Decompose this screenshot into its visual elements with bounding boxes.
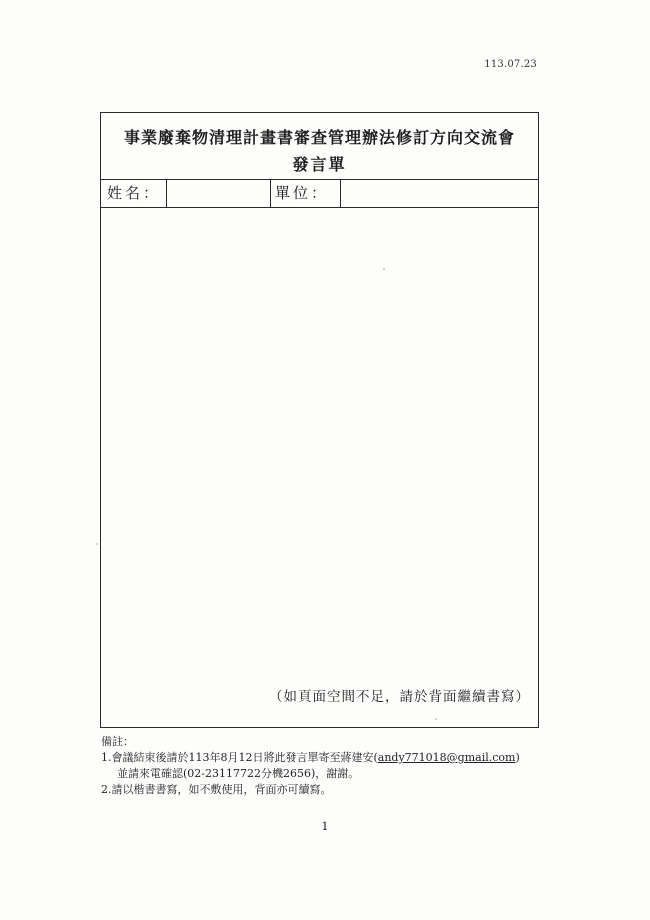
continue-note: （如頁面空間不足，請於背面繼續書寫）: [269, 689, 530, 705]
note-item-1-text: 1.會議結束後請於113年8月12日將此發言單寄至蔣建安(: [101, 751, 378, 764]
email-link[interactable]: andy771018@gmail.com: [377, 751, 516, 764]
scan-speck: [435, 718, 437, 720]
unit-label: 單位：: [271, 179, 341, 207]
form-title-box: [101, 113, 538, 180]
note-item-1-line2: 並請來電確認(02-23117722分機2656)，謝謝。: [117, 767, 360, 780]
form-title: 事業廢棄物清理計畫書審查管理辦法修訂方向交流會: [123, 128, 515, 147]
name-label: 姓名：: [101, 179, 167, 207]
document-date: 113.07.23: [484, 59, 537, 70]
note-item-1-close: ): [515, 751, 520, 764]
page-number: 1: [321, 820, 329, 833]
scan-speck: [383, 268, 385, 270]
note-item-1: [101, 750, 520, 766]
speech-form: [100, 112, 539, 728]
form-subtitle: 發言單: [292, 155, 347, 174]
notes-heading: 備註：: [101, 735, 134, 748]
unit-field[interactable]: [341, 179, 538, 207]
info-row: [101, 179, 538, 208]
comment-writing-area[interactable]: [101, 207, 538, 707]
note-item-2: 2.請以楷書書寫，如不敷使用，背面亦可續寫。: [101, 783, 332, 796]
scan-speck: [96, 543, 98, 545]
notes-section: [101, 734, 520, 798]
name-field[interactable]: [167, 179, 271, 207]
